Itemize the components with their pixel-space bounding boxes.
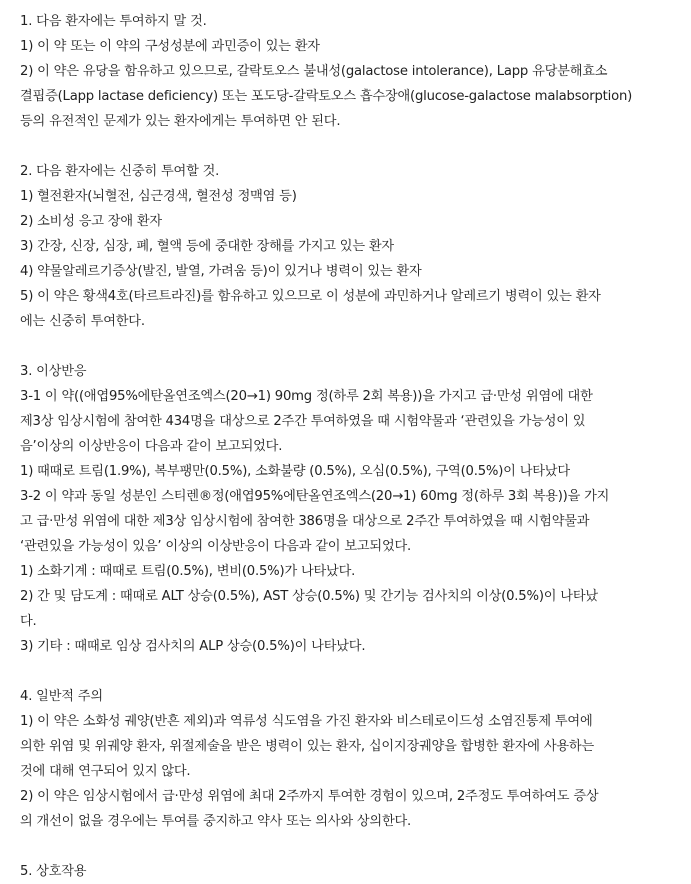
text-line: 제3상 임상시험에 참여한 434명을 대상으로 2주간 투여하였을 때 시험약물과 ‘관련있을 가능성이 있 xyxy=(20,414,586,429)
text-line: 2) 이 약은 유당을 함유하고 있으므로, 갈락토오스 불내성(galactose intolerance), Lapp 유당분해효소 xyxy=(20,64,608,79)
section-heading: 2. 다음 환자에는 신중히 투여할 것. xyxy=(20,164,220,179)
text-line: 3-2 이 약과 동일 성분인 스티렌®정(애엽95%에탄올연조엑스(20→1) 60mg 정(하루 3회 복용))을 가지 xyxy=(20,489,610,504)
section-interactions xyxy=(20,859,684,884)
text-line: 것에 대해 연구되어 있지 않다. xyxy=(20,764,191,779)
text-line: 의한 위염 및 위궤양 환자, 위절제술을 받은 병력이 있는 환자, 십이지장궤양을 합병한 환자에 사용하는 xyxy=(20,739,594,754)
text-line: 1) 때때로 트림(1.9%), 복부팽만(0.5%), 소화불량 (0.5%), 오심(0.5%), 구역(0.5%)이 나타났다 xyxy=(20,464,570,479)
section-spacer xyxy=(20,134,684,159)
text-line: 1) 이 약은 소화성 궤양(반흔 제외)과 역류성 식도염을 가진 환자와 비스테로이드성 소염진통제 투여에 xyxy=(20,714,593,729)
text-line: 1) 소화기계 : 때때로 트림(0.5%), 변비(0.5%)가 나타났다. xyxy=(20,564,356,579)
document-body xyxy=(20,9,684,884)
text-line: 2) 소비성 응고 장애 환자 xyxy=(20,214,162,229)
text-line: 1) 이 약 또는 이 약의 구성성분에 과민증이 있는 환자 xyxy=(20,39,320,54)
text-line: 고 급·만성 위염에 대한 제3상 임상시험에 참여한 386명을 대상으로 2주간 투여하였을 때 시험약물과 xyxy=(20,514,590,529)
text-line: 4) 약물알레르기증상(발진, 발열, 가려움 등)이 있거나 병력이 있는 환자 xyxy=(20,264,422,279)
section-heading: 4. 일반적 주의 xyxy=(20,689,103,704)
text-line: 결핍증(Lapp lactase deficiency) 또는 포도당-갈락토오스 흡수장애(glucose-galactose malabsorption) xyxy=(20,89,633,104)
text-line: 음’이상의 이상반응이 다음과 같이 보고되었다. xyxy=(20,439,283,454)
text-line: 등의 유전적인 문제가 있는 환자에게는 투여하면 안 된다. xyxy=(20,114,341,129)
text-line: 3) 기타 : 때때로 임상 검사치의 ALP 상승(0.5%)이 나타났다. xyxy=(20,639,366,654)
section-spacer xyxy=(20,334,684,359)
text-line: 다. xyxy=(20,614,37,629)
section-heading: 3. 이상반응 xyxy=(20,364,87,379)
section-spacer xyxy=(20,834,684,859)
text-line: 5) 이 약은 황색4호(타르트라진)를 함유하고 있으므로 이 성분에 과민하거나 알레르기 병력이 있는 환자 xyxy=(20,289,601,304)
section-heading: 1. 다음 환자에는 투여하지 말 것. xyxy=(20,14,207,29)
section-caution xyxy=(20,159,684,334)
text-line: 의 개선이 없을 경우에는 투여를 중지하고 약사 또는 의사와 상의한다. xyxy=(20,814,412,829)
section-general-precautions xyxy=(20,684,684,834)
section-adverse-reactions xyxy=(20,359,684,659)
text-line: ‘관련있을 가능성이 있음’ 이상의 이상반응이 다음과 같이 보고되었다. xyxy=(20,539,412,554)
section-spacer xyxy=(20,659,684,684)
text-line: 에는 신중히 투여한다. xyxy=(20,314,145,329)
text-line: 1) 혈전환자(뇌혈전, 심근경색, 혈전성 정맥염 등) xyxy=(20,189,297,204)
section-heading: 5. 상호작용 xyxy=(20,864,87,879)
text-line: 3-1 이 약((애엽95%에탄올연조엑스(20→1) 90mg 정(하루 2회 복용))을 가지고 급·만성 위염에 대한 xyxy=(20,389,593,404)
text-line: 2) 이 약은 임상시험에서 급·만성 위염에 최대 2주까지 투여한 경험이 있으며, 2주정도 투여하여도 증상 xyxy=(20,789,599,804)
section-contraindications xyxy=(20,9,684,134)
text-line: 2) 간 및 담도계 : 때때로 ALT 상승(0.5%), AST 상승(0.5%) 및 간기능 검사치의 이상(0.5%)이 나타났 xyxy=(20,589,598,604)
text-line: 3) 간장, 신장, 심장, 폐, 혈액 등에 중대한 장해를 가지고 있는 환자 xyxy=(20,239,394,254)
